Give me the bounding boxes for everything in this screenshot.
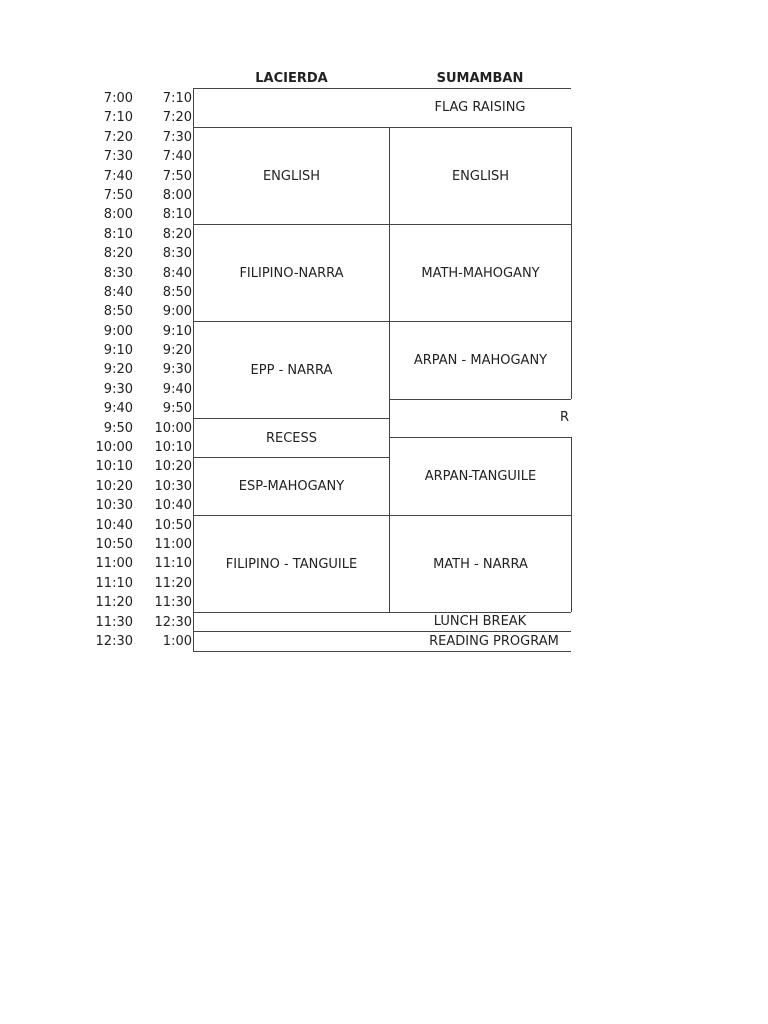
end-time: 7:30 <box>162 129 192 145</box>
start-time: 11:00 <box>95 556 133 572</box>
start-time: 9:30 <box>103 381 133 397</box>
end-time: 8:30 <box>162 246 192 262</box>
start-time: 12:30 <box>95 633 133 649</box>
end-time: 10:50 <box>154 517 192 533</box>
end-time: 7:50 <box>162 168 192 184</box>
start-time: 8:50 <box>103 304 133 320</box>
start-time: 9:10 <box>103 343 133 359</box>
start-time: 8:00 <box>103 207 133 223</box>
header-sumamban: SUMAMBAN <box>436 71 524 86</box>
start-time: 8:40 <box>103 284 133 300</box>
start-time: 10:30 <box>95 498 133 514</box>
end-time: 7:10 <box>162 91 192 106</box>
end-time: 9:10 <box>162 323 192 339</box>
end-time: 12:30 <box>154 614 192 630</box>
end-time: 11:20 <box>154 575 192 591</box>
grid-line <box>193 651 571 652</box>
lunch-break-cell: LUNCH BREAK <box>433 614 527 629</box>
grid-line <box>389 399 571 400</box>
grid-line <box>571 437 572 612</box>
end-time: 11:30 <box>154 595 192 611</box>
grid-line <box>193 88 571 89</box>
start-time: 10:50 <box>95 536 133 552</box>
lacierda-esp-mahogany-cell: ESP-MAHOGANY <box>238 479 345 494</box>
start-time: 11:20 <box>95 595 133 611</box>
sumamban-math-narra-cell: MATH - NARRA <box>433 556 528 572</box>
sumamban-english-cell: ENGLISH <box>451 168 510 184</box>
start-time: 9:00 <box>103 323 133 339</box>
start-time: 7:30 <box>103 149 133 165</box>
sumamban-arpan-tanguile-cell: ARPAN-TANGUILE <box>424 469 537 484</box>
start-time: 8:20 <box>103 246 133 262</box>
end-time: 10:10 <box>154 440 192 456</box>
end-time: 8:40 <box>162 265 192 281</box>
end-time: 10:20 <box>154 459 192 475</box>
end-time: 8:20 <box>162 226 192 242</box>
start-time: 10:10 <box>95 459 133 475</box>
start-time: 10:20 <box>95 478 133 494</box>
end-time: 11:10 <box>154 556 192 572</box>
start-time: 7:20 <box>103 129 133 145</box>
lacierda-recess-cell: RECESS <box>265 430 318 446</box>
sumamban-arpan-mahogany-cell: ARPAN - MAHOGANY <box>413 353 548 368</box>
start-time: 10:40 <box>95 517 133 533</box>
start-time: 11:30 <box>95 614 133 630</box>
start-time: 8:10 <box>103 226 133 242</box>
end-time: 9:30 <box>162 362 192 378</box>
end-time: 7:40 <box>162 149 192 165</box>
grid-line <box>571 127 572 399</box>
start-time: 7:00 <box>103 91 133 106</box>
reading-program-cell: READING PROGRAM <box>429 634 559 649</box>
start-time: 9:20 <box>103 362 133 378</box>
sumamban-math-mahogany-cell: MATH-MAHOGANY <box>421 265 540 281</box>
lacierda-epp-narra-cell: EPP - NARRA <box>250 362 333 378</box>
start-time: 7:10 <box>103 110 133 126</box>
lacierda-filipino-tanguile-cell: FILIPINO - TANGUILE <box>225 556 358 572</box>
end-time: 9:20 <box>162 343 192 359</box>
end-time: 10:40 <box>154 498 192 514</box>
start-time: 11:10 <box>95 575 133 591</box>
sumamban-recess-partial-cell: R <box>560 410 570 425</box>
end-time: 8:50 <box>162 284 192 300</box>
end-time: 11:00 <box>154 536 192 552</box>
end-time: 9:00 <box>162 304 192 320</box>
end-time: 7:20 <box>162 110 192 126</box>
end-time: 9:40 <box>162 381 192 397</box>
lacierda-english-cell: ENGLISH <box>262 168 321 184</box>
start-time: 7:40 <box>103 168 133 184</box>
end-time: 9:50 <box>162 401 192 417</box>
end-time: 10:30 <box>154 478 192 494</box>
start-time: 9:50 <box>103 420 133 436</box>
start-time: 8:30 <box>103 265 133 281</box>
end-time: 1:00 <box>162 633 192 649</box>
start-time: 9:40 <box>103 401 133 417</box>
lacierda-filipino-narra-cell: FILIPINO-NARRA <box>239 265 344 281</box>
start-time: 7:50 <box>103 187 133 203</box>
header-lacierda: LACIERDA <box>255 71 328 86</box>
end-time: 8:00 <box>162 187 192 203</box>
start-time: 10:00 <box>95 440 133 456</box>
end-time: 10:00 <box>154 420 192 436</box>
flag-raising-cell: FLAG RAISING <box>434 100 526 115</box>
end-time: 8:10 <box>162 207 192 223</box>
